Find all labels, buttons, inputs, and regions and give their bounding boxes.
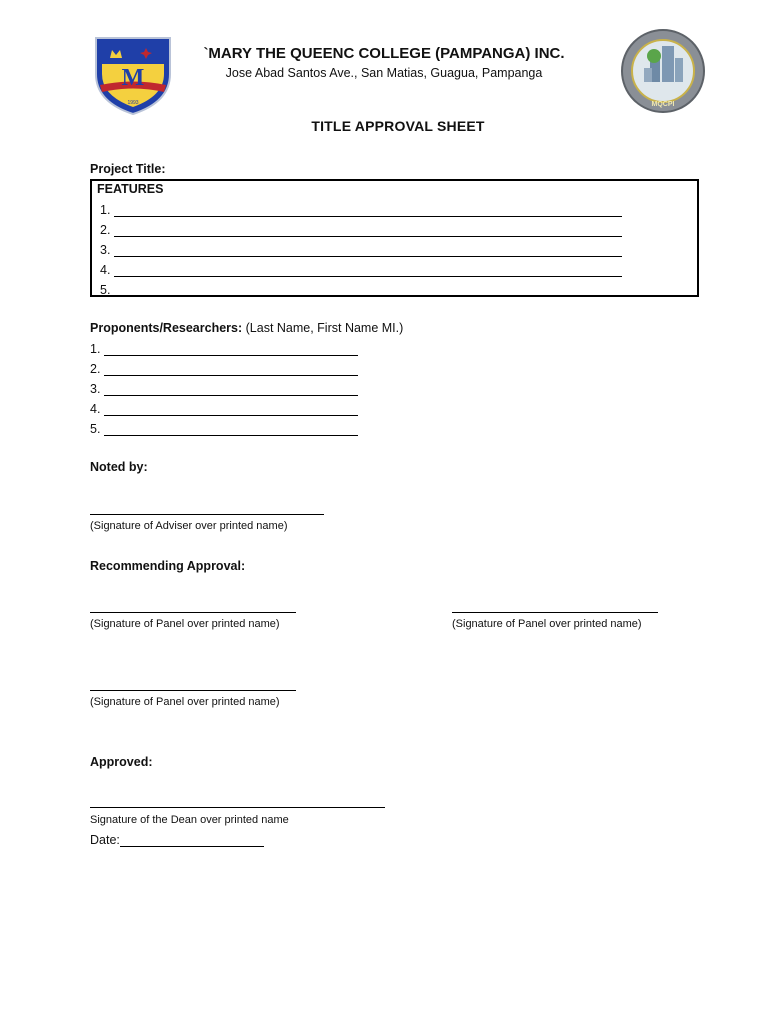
feature-line[interactable] bbox=[114, 244, 622, 257]
panel-signature-line-2[interactable] bbox=[452, 612, 658, 613]
feature-item-1[interactable]: 1. bbox=[100, 203, 622, 217]
panel-signature-caption-2: (Signature of Panel over printed name) bbox=[452, 618, 642, 630]
proponent-item-1[interactable]: 1. bbox=[90, 342, 358, 356]
panel-signature-line-1[interactable] bbox=[90, 612, 296, 613]
recommending-approval-label: Recommending Approval: bbox=[90, 559, 246, 573]
date-field[interactable] bbox=[90, 833, 264, 847]
dean-signature-caption: Signature of the Dean over printed name bbox=[90, 814, 289, 826]
svg-text:MQCPI: MQCPI bbox=[651, 101, 675, 108]
date-label: Date: bbox=[90, 833, 120, 847]
panel-signature-line-3[interactable] bbox=[90, 690, 296, 691]
feature-item-3[interactable]: 3. bbox=[100, 243, 622, 257]
dean-signature-line[interactable] bbox=[90, 807, 385, 808]
svg-text:M: M bbox=[121, 65, 145, 91]
proponent-line[interactable] bbox=[104, 403, 358, 416]
feature-item-2[interactable]: 2. bbox=[100, 223, 622, 237]
panel-signature-caption-1: (Signature of Panel over printed name) bbox=[90, 618, 280, 630]
date-line[interactable] bbox=[120, 834, 264, 847]
proponent-line[interactable] bbox=[104, 383, 358, 396]
proponent-line[interactable] bbox=[104, 343, 358, 356]
adviser-signature-caption: (Signature of Adviser over printed name) bbox=[90, 520, 288, 532]
feature-line[interactable] bbox=[114, 224, 622, 237]
svg-text:1993: 1993 bbox=[127, 100, 139, 106]
page-title: TITLE APPROVAL SHEET bbox=[311, 118, 485, 134]
proponents-hint: (Last Name, First Name MI.) bbox=[245, 321, 404, 335]
noted-by-label: Noted by: bbox=[90, 460, 148, 474]
feature-line[interactable] bbox=[114, 284, 622, 297]
proponents-heading bbox=[90, 321, 403, 335]
proponent-item-5[interactable]: 5. bbox=[90, 422, 358, 436]
feature-item-5[interactable]: 5. bbox=[100, 283, 622, 297]
feature-line[interactable] bbox=[114, 264, 622, 277]
project-title-label: Project Title: bbox=[90, 162, 166, 176]
proponent-item-4[interactable]: 4. bbox=[90, 402, 358, 416]
features-box bbox=[90, 179, 699, 297]
panel-signature-caption-3: (Signature of Panel over printed name) bbox=[90, 696, 280, 708]
feature-item-4[interactable]: 4. bbox=[100, 263, 622, 277]
proponent-item-2[interactable]: 2. bbox=[90, 362, 358, 376]
adviser-signature-line[interactable] bbox=[90, 514, 324, 515]
proponent-line[interactable] bbox=[104, 363, 358, 376]
feature-line[interactable] bbox=[114, 204, 622, 217]
approved-label: Approved: bbox=[90, 755, 153, 769]
proponent-item-3[interactable]: 3. bbox=[90, 382, 358, 396]
proponent-line[interactable] bbox=[104, 423, 358, 436]
college-name: `MARY THE QUEENC COLLEGE (PAMPANGA) INC. bbox=[203, 45, 565, 62]
proponents-label: Proponents/Researchers: bbox=[90, 321, 243, 335]
college-address: Jose Abad Santos Ave., San Matias, Guagua, Pampanga bbox=[225, 66, 543, 80]
features-label: FEATURES bbox=[97, 182, 164, 196]
